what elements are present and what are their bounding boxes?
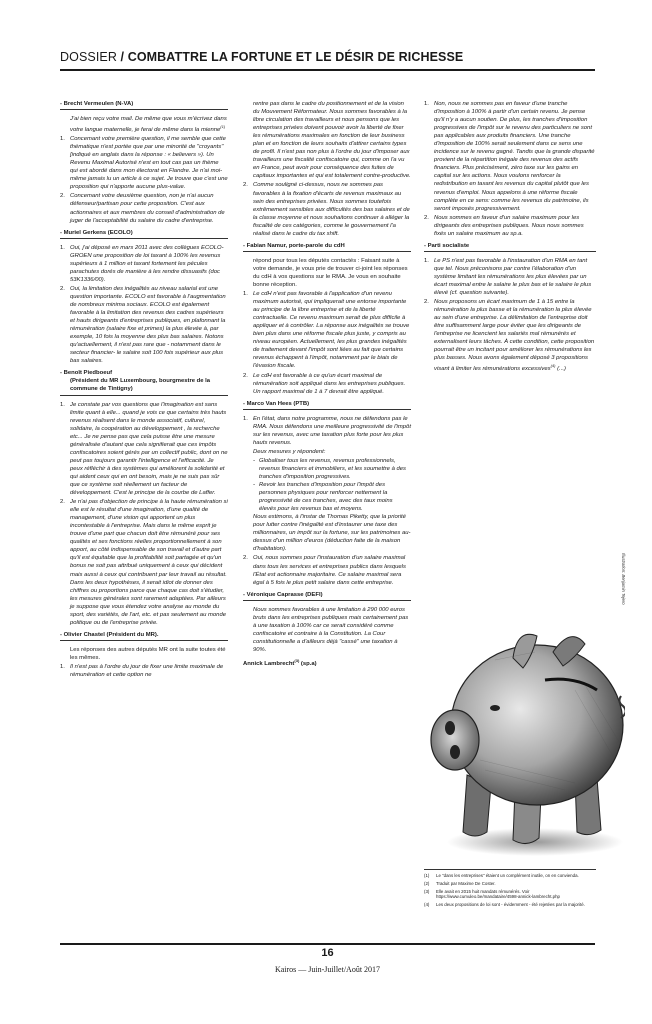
measures-intro: Deux mesures y répondent: [253,448,326,455]
footnote-ref: (3) [294,658,300,663]
answer-text-body: Je constate par vos questions que l'imagination est sans limite quant à elle... quand je vois ce que certains très hauts revenus réalisent dans le monde associatif, culturel, solidaire, la coopération au développement , la recherche etc... Je ne pense pas que cela puisse être une mesure généralisée d'autant que cela signifierait que ces impôts confiscatoires soient gérés par un collectif public, dont on ne peut pas toujours garantir l'intelligence et l'efficacité. Je peux réfléchir à des systèmes qui améliorent la solidarité et qui aident ceux qui en ont besoin, mais je ne suis pas sûr que ce système soit réellement un facteur de développement. C'est le principe de la courbe de Laffer. [70,401,228,497]
answer-item [60,135,228,191]
footnote-number: (4) [424,902,430,908]
answer-list [60,663,228,679]
answer-text-body: Nous sommes en faveur d'un salaire maximum pour les dirigeants des entreprises publiques. Nous nous sommes fixés un salaire maximum au sp.a. [434,214,584,237]
footnotes [424,869,596,910]
nostril-2 [450,745,460,759]
answer-item [60,401,228,498]
answer-number: 1. [424,101,429,107]
answer-text-body: Oui, la limitation des inégalités au niveau salarial est une question importante. ECOLO est favorable à l'augmentation de nombreux minima sociaux. ECOLO est également favorable à la limitation des revenus des cadres supérieurs et hauts dirigeants d'entreprises publiques, en plafonnant la rémunération (salaire fixe et primes) la plus élevée à, par exemple, 10 fois la moyenne des plus bas salaires. Notons qu'actuellement, il n'est pas rare que - notamment dans le secteur financier- le salaire soit 100 fois supérieur aux plus bas salaires. [70,285,226,365]
answer-text-body: Le cdH n'est pas favorable à l'application d'un revenu maximum autorisé, qui impliquerait une entorse importante au principe de la libre entreprise et de la liberté contractuelle. Ce revenu maximum serait de plus difficile à appliquer et à contrôler. La réponse aux inégalités se trouve bien plus dans une réforme fiscale plus juste, y compris au niveau européen. Actuellement, les plus grandes inégalités de traitement devant l'impôt sont liées au fait que certains revenus échappent à l'impôt, notamment par le biais de l'évasion fiscale. [253,291,410,370]
answer-text [434,100,596,213]
publication-line: Kairos — Juin-Juillet/Août 2017 [274,965,381,974]
answer-number: 1. [60,401,65,408]
answer-item [60,285,228,365]
answer-item [60,663,228,679]
answer-item: 1. En l'état, dans notre programme, nous ne défendons pas le RMA. Nous défendons une meilleure progressivité de l'impôt sur les revenus, avec une taxation plus forte pour les plus hauts revenus. [243,415,411,446]
answer-number: 1. [243,291,248,298]
answer-text [253,181,411,237]
footnote [424,902,596,908]
answer-paragraph: Nous sommes favorables à une limitation à 290 000 euros bruts dans les entreprises publiques mais certainement pas à une taxation à 100% car ce serait considéré comme confiscatoire et contraire à la Constitution. La Cour constitutionnelle a d'ailleurs déjà "cassé" une taxation à 90%. [253,606,409,653]
answer-item [243,372,411,396]
respondent-heading-vanhees: - Marco Van Hees (PTB) [243,400,411,410]
bullet-dash: - [253,457,255,464]
answer-text: En l'état, dans notre programme, nous ne défendons pas le RMA. Nous défendons une meilleure progressivité de l'impôt sur les revenus, avec une taxation plus forte pour les plus hauts revenus. [253,415,411,446]
respondent-heading-caprasse: - Véronique Caprasse (DEFI) [243,591,411,601]
answer-text-body: Le PS n'est pas favorable à l'instauration d'un RMA en tant que tel. Nous préconisons par contre l'élaboration d'un système limitant les rémunérations les plus élevées par un écart maximal entre le salaire le plus bas et le salaire le plus élevé (cf. question suivante). [434,257,592,297]
nostril [445,721,455,735]
answer-list [424,100,596,238]
answer-item [60,192,228,224]
answer-text [253,290,411,370]
answer-text [70,192,228,224]
pig-eye [490,705,500,711]
answer-number: 2. [424,299,429,306]
footnote-text: Elle avait en 2015 huit mandats rémunérés. Voir https://www.cumuleo.be/mandataire/4598-annick-lambrecht.php [436,888,560,900]
footnote-ref: (4) [550,363,556,369]
respondent-heading-gerkens: - Muriel Gerkens (ECOLO) [60,229,228,239]
answer-item [60,244,228,284]
answer-number: 2. [60,193,65,200]
footnote [424,873,596,879]
response-intro [60,115,228,134]
answer-text-body: Comme souligné ci-dessus, nous ne sommes pas favorables à la fixation d'écarts de revenus maximaux au sein des entreprises privées. Nous sommes toutefois extrêmement sensibles aux difficultés des bas salaires et de la classe moyenne et nous souhaitons continuer à alléger la fiscalité de ces catégories, comme le gouvernement l'a réalisé dans le cadre du tax shift. [253,182,410,237]
answer-text [434,257,596,297]
answer-text-body: Je n'ai pas d'objection de principe à la haute rémunération si elle est le résultat d'une imagination, d'une qualité de management, d'une vision qui apportent un plus incontestable à l'entreprise. Mais dans le même esprit je trouve d'une part que chacun doit être rémunéré pour ses qualités et ses fonctions réelles proportionnellement à son apport, au côté indispensable de son travail et d'autre part qu'il est équitable que la profitabilité soit partagée et qu'un bonus ne soit pas attribué uniquement à ceux qui décident mais aussi à ceux qui contribuent par leur travail au résultat. Dans les deux hypothèses, il serait idiot de donner des chiffres ou proportions parce que chaque cas doit s'étudier, les mesures générales sont rarement adaptées. Par ailleurs je suppose que vous étendez votre analyse au monde du sport, des variétés, de l'art, etc. et pas seulement au monde politique ou de l'entreprise privée. [70,499,228,626]
answer-text [70,663,228,679]
answer-text-body: Il n'est pas à l'ordre du jour de fixer une limite maximale de rémunération et cette option ne [70,663,224,679]
answer-text [70,285,228,365]
answer-list [60,135,228,225]
answer-list [243,290,411,396]
article-title: COMBATTRE LA FORTUNE ET LE DÉSIR DE RICHESSE [127,50,464,64]
answer-item [424,100,596,213]
answer-text [434,214,596,238]
section-label: DOSSIER [60,50,117,64]
answer-number: 1. [60,244,65,251]
response-intro: Les réponses des autres députés MR ont la suite toutes été les mêmes. [70,646,226,661]
measure-item [243,457,411,481]
response-intro: répond pour tous les députés contactés : Faisant suite à votre demande, je vous prie de trouver ci-joint les réponses du cdH à vos questions sur le RMA. Je vous en souhaite bonne réception. [253,257,408,288]
answer-text-body: Le cdH est favorable à ce qu'un écart maximal de rémunération soit appliqué dans les entreprises publiques. Un rapport maximal de 1 à 7 devrait être appliqué. [253,372,406,395]
answer-text-body: Concemant votre première question, il me semble que cette thématique n'est portée que par une minorité de "croyants" [indiqué en anglais dans la réponse : « believers »). Un Revenu Maximal Autorisé n'est en tout cas pas un thème qui est abordé dans mon électorat en Flandre. Je n'ai moi-même jamais lu un article à ce sujet. Je trouve que c'est une proposition qui n'apporte aucune plus-value. [70,136,228,191]
measures-list [243,457,411,513]
footnote [424,881,596,887]
respondent-party: (sp.a) [299,660,317,667]
bullet-dash: - [253,482,255,489]
answer-item [424,214,596,238]
answer-text [70,135,228,191]
answer-item [424,298,596,373]
answer-text [434,298,596,373]
answer-number: 2. [243,182,248,189]
footnote-ref: (1) [220,124,226,130]
respondent-heading-namur: - Fabian Namur, porte-parole du cdH [243,242,411,252]
footnote [424,889,596,901]
answer-text-body: Non, nous ne sommes pas en faveur d'une tranche d'imposition à 100% à partir d'un certain revenu. Je pense qu'il n'y a aucun soutien. De plus, les tranches d'imposition progressives de l'impôt sur le revenu des particuliers ne sont pas applicables aux produits financiers. Une tranche d'imposition de 100% serait seulement dans ce sens une incidence sur le revenu gagné. Tandis que la grande disparité provient de la répartition inégale des revenus des actifs financiers. Plus précisément, zéro taxe sur les gains en capital sur les actions. Nous voulons renforcer la redistribution en taxant les revenus du capital plutôt que les revenus d'emploi. Nous appelons à une réforme fiscale complète en ce sens: comme les revenus du patrimoine, ils seront imposés progressivement. [434,101,595,212]
illustration-credit: Illustration: Benjamin Tejero [621,553,626,605]
respondent-name: - Benoît Piedboeuf [60,370,113,377]
respondent-heading-chastel: - Olivier Chastel (Président du MR). [60,631,228,641]
answer-paragraph: Nous estimons, à l'instar de Thomas Piketty, que la priorité pour lutter contre l'inégalité est d'instaurer une taxe des millionnaires, un impôt sur la fortune, sur les patrimoines au-dessus d'un million d'euros (déduction faite de la maison d'habitation). [253,514,411,553]
answer-list [60,244,228,366]
footnote-number: (2) [424,880,430,886]
answer-text [70,401,228,498]
measure-item [243,481,411,513]
measure-text: Revoir les tranches d'imposition pour l'impôt des personnes physiques pour renforcer nettement la progressivité de ces tranches, avec des taux moins élevés pour les revenus bas et moyens. [259,482,393,513]
answer-text-body: Concemant votre deuxième question, non je n'ai aucun défenseur/partisan pour cette proposition. C'est aux actionnaires et aux membres du conseil d'administration de juger de l'acceptabilité du salaire du cadre d'entreprise. [70,193,225,224]
footnote-text: Le "dans les entreprises" étaient un complément inutile, on en convienda. [436,873,579,878]
answer-number: 2. [424,214,429,221]
footnote-text: Les deux propositions de loi sont - évidemment - été rejetées par la majorité. [436,902,585,908]
respondent-heading-vermeulen: - Brecht Vermeulen (N-VA) [60,100,228,110]
respondent-heading-lambrecht [243,657,411,668]
answer-text-body: Nous proposons un écart maximum de 1 à 15 entre la rémunération la plus basse et la rémunération la plus élevée au sein d'une entreprise. La délimitation de l'entreprise doit être suffisamment large pour éviter que les dirigeants de l'entreprise ne licencient les salariés mal rémunérés et externalisent leurs tâches. À cette condition, cette proposition pourrait être un incitant pour améliorer les rémunérations les plus basses. Nous avons également déposé 3 propositions visant à limiter les rémunérations excessives [434,299,595,373]
answer-text-body: Oui, j'ai déposé en mars 2011 avec des collègues ECOLO-GROEN une proposition de loi taxant à 100% les revenus supérieurs à 1 million et taxant fortement les pécules parachutes dorés de manière à les rendre dissuasifs (doc 53K1336/00). [70,244,224,283]
intro-text: J'ai bien reçu votre mail. De même que vous m'écrivez dans votre langue maternelle, je ferai de même dans la mienne [70,116,227,134]
respondent-heading-ps: - Parti socialiste [424,242,596,252]
answer-item [243,181,411,237]
piggy-bank-illustration [425,540,625,865]
answer-text [70,498,228,627]
pig-body [451,645,623,805]
answer-list [243,181,411,237]
measure-text: Globaliser tous les revenus, revenus professionnels, revenus financiers et immobiliers, et les soumettre à des tranches d'imposition progressives. [259,457,407,481]
separator: / [116,50,128,64]
answer-text: Oui, nous sommes pour l'instauration d'un salaire maximal dans tous les services et entreprises publics dans lesquels l'État est actionnaire majoritaire. Ce salaire maximal sera égal à 5 fois le plus petit salaire dans cette entreprise. [253,555,406,586]
footnote-number: (1) [424,873,430,878]
answer-number: 1. [60,136,65,143]
answer-list [60,401,228,627]
column-1 [60,100,228,680]
answer-text [253,372,411,396]
respondent-role: (Président du MR Luxembourg, bourgmestre de la commune de Tintigny) [70,378,211,393]
footer-rule [60,943,595,945]
answer-number: 2. [60,285,65,292]
ellipsis: (...) [555,366,566,373]
respondent-name: Annick Lambrecht [243,660,295,667]
page-number: 16 [321,947,334,959]
respondent-heading-piedboeuf [60,369,228,395]
answer-number: 1. [424,257,429,264]
answer-continued: rentre pas dans le cadre du positionnement et de la vision du Mouvement Réformateur. Nous sommes favorables à la libre circulation des travailleurs et nous pensons que les entreprises privées doivent pouvoir avoir la liberté de fixer les rémunérations maximales en fonction de leur business plan et en fonction de leurs souhaits d'attirer certains types de profil. Il n'est pas non plus à l'ordre du jour d'imposer aux travailleurs une fiscalité confiscatoire qui, comme on l'a vu en France, peut avoir pour conséquence des fuites de capitaux importantes et qui est totalement contre-productive. [253,101,411,180]
footnote-number: (3) [424,888,430,894]
footnote-text: Traduit par Maxime De Coster. [436,880,496,886]
answer-number: 1. [60,663,65,670]
column-2 [243,100,411,668]
answer-number: 2. [243,372,248,379]
header-rule [60,69,595,71]
answer-item: 2. Oui, nous sommes pour l'instauration d'un salaire maximal dans tous les services et entreprises publics dans lesquels l'État est actionnaire majoritaire. Ce salaire maximal sera égal à 5 fois le plus petit salaire dans cette entreprise. [243,554,411,586]
answer-text [70,244,228,284]
answer-item [60,498,228,627]
column-3 [424,100,596,374]
answer-item [243,290,411,370]
page-header [60,50,595,64]
answer-item [424,257,596,297]
answer-number: 2. [60,499,65,506]
pig-snout [431,710,479,770]
answer-list [424,257,596,374]
